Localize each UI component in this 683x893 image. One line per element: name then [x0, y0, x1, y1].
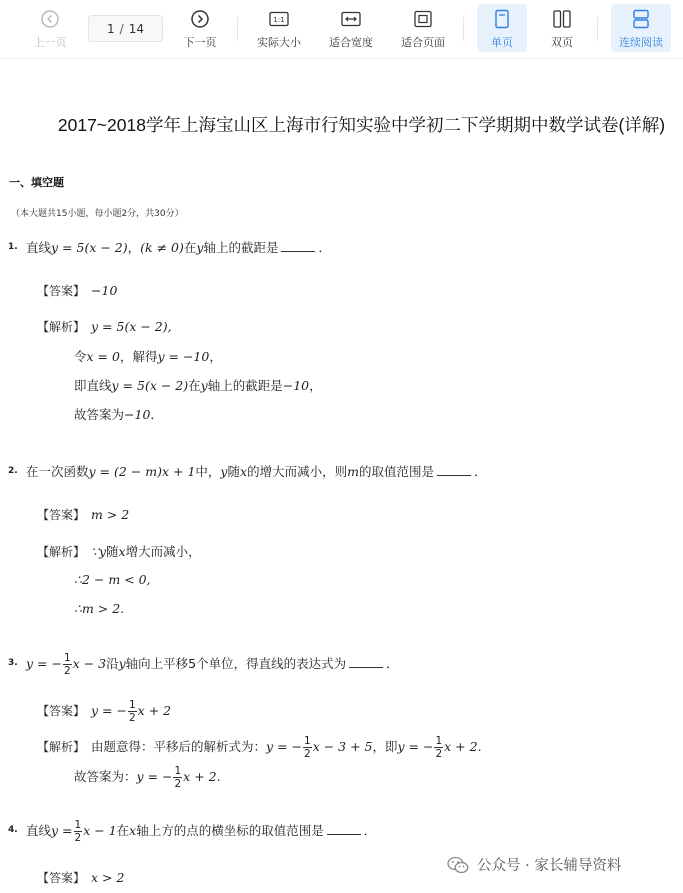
q-text: 在 — [116, 823, 130, 838]
analysis-tag: 【解析】 — [37, 545, 86, 559]
question-number: 3. — [8, 658, 18, 668]
math: y = 5(x − 2) — [51, 240, 128, 255]
analysis-line — [74, 405, 163, 423]
question-number: 1. — [8, 242, 18, 252]
analysis-line — [74, 347, 222, 365]
section-note: （本大题共15小题，每小题2分，共30分） — [11, 209, 184, 219]
a-text: ． — [150, 407, 163, 422]
answer-line — [37, 869, 124, 886]
answer-tag: 【答案】 — [37, 704, 86, 718]
analysis-line — [74, 601, 124, 616]
q-text: ． — [318, 240, 331, 255]
prev-page-label: 上一页 — [33, 36, 67, 49]
math: x = 0 — [86, 349, 120, 364]
answer-value: x > 2 — [91, 870, 125, 885]
math: y — [220, 464, 228, 479]
document-title: 2017~2018学年上海宝山区上海市行知实验中学初二下学期期中数学试卷(详解) — [57, 115, 666, 135]
math: y = − — [91, 703, 127, 718]
q-text: 沿 — [106, 656, 119, 671]
math: y = − — [266, 739, 302, 754]
math: x − 3 — [72, 656, 107, 671]
math: y = 5(x − 2) — [111, 378, 189, 393]
math: x + 2. — [444, 739, 482, 754]
a-text: ，即 — [372, 739, 398, 754]
math: y = −10 — [157, 349, 210, 364]
math: (k ≠ 0) — [140, 240, 184, 255]
math: y — [200, 378, 208, 393]
actual-size-glyph: 1:1 — [273, 16, 285, 24]
watermark-text: 公众号 · 家长辅导资料 — [477, 858, 622, 874]
question-number: 2. — [8, 466, 18, 476]
numerator: 1 — [74, 819, 82, 831]
watermark — [447, 854, 621, 875]
analysis-tag: 【解析】 — [37, 320, 86, 334]
analysis-line — [74, 765, 221, 790]
math: y = − — [26, 656, 62, 671]
math: m — [347, 464, 359, 479]
numerator: 1 — [128, 699, 136, 711]
q-text: 在 — [183, 240, 197, 255]
actual-size-icon — [269, 9, 289, 29]
a-text: 即直线 — [74, 378, 112, 393]
question-3 — [8, 652, 399, 677]
q-text: 直线 — [26, 240, 52, 255]
question-4 — [8, 819, 376, 844]
page-number-input[interactable] — [88, 15, 163, 42]
math: x − 1 — [83, 823, 117, 838]
denominator: 2 — [435, 748, 443, 760]
wechat-icon — [447, 856, 469, 874]
q-text: 中， — [195, 464, 221, 479]
math: y = — [51, 823, 73, 838]
fit-width-button[interactable] — [323, 4, 379, 52]
math: y — [118, 656, 126, 671]
math: x — [129, 823, 137, 838]
denominator: 2 — [63, 665, 71, 677]
answer-tag: 【答案】 — [37, 284, 86, 298]
page-separator: / — [119, 21, 124, 36]
toolbar-divider — [463, 17, 464, 41]
single-page-label: 单页 — [491, 36, 513, 49]
math: −10 — [282, 378, 310, 393]
analysis-line — [37, 542, 201, 560]
math: ∵y — [91, 544, 107, 559]
a-text: ， — [209, 349, 222, 364]
question-2 — [8, 462, 486, 480]
answer-line — [37, 282, 117, 299]
answer-value: m > 2 — [91, 507, 130, 522]
q-text: 的增大而减小，则 — [247, 464, 348, 479]
numerator: 1 — [435, 735, 443, 747]
double-page-button[interactable] — [537, 4, 587, 52]
answer-tag: 【答案】 — [37, 508, 86, 522]
answer-line — [37, 699, 171, 724]
answer-value: −10 — [91, 283, 118, 298]
prev-page-button[interactable] — [23, 4, 77, 52]
toolbar-divider — [237, 17, 238, 41]
q-text: 在一次函数 — [26, 464, 89, 479]
analysis-line — [37, 318, 172, 335]
q-text: 轴上方的点的横坐标的取值范围是 — [136, 823, 324, 838]
numerator: 1 — [304, 735, 311, 747]
analysis-tag: 【解析】 — [37, 740, 86, 754]
fraction — [63, 652, 72, 677]
question-1 — [8, 238, 331, 256]
actual-size-button[interactable] — [251, 4, 307, 52]
chevron-right-circle-icon — [190, 9, 210, 29]
chevron-left-circle-icon — [40, 9, 60, 29]
a-text: 在 — [188, 378, 201, 393]
a-text: 故答案为： — [74, 769, 137, 784]
q-text: 直线 — [26, 823, 52, 838]
math: −10 — [124, 407, 151, 422]
math: y = − — [397, 739, 434, 754]
next-page-label: 下一页 — [183, 36, 217, 49]
section-heading: 一、填空题 — [9, 176, 64, 189]
analysis-line — [74, 572, 151, 587]
math: ∴m > 2. — [74, 601, 125, 616]
math: x + 2 — [137, 703, 172, 718]
q-text: 随 — [227, 464, 240, 479]
analysis-line — [74, 376, 322, 394]
a-text: ， — [309, 378, 322, 393]
math: x — [118, 544, 126, 559]
fraction — [128, 699, 137, 724]
fraction — [303, 735, 312, 760]
a-text: 随 — [106, 544, 119, 559]
fraction — [173, 765, 182, 790]
answer-blank — [281, 240, 315, 252]
actual-size-label: 实际大小 — [257, 36, 301, 49]
toolbar-divider — [597, 17, 598, 41]
current-page: 1 — [107, 21, 115, 36]
a-text: 由题意得：平移后的解析式为： — [91, 739, 267, 754]
fraction — [74, 819, 83, 844]
fit-width-icon — [341, 9, 361, 29]
a-text: 轴上的截距是 — [207, 378, 283, 393]
q-text: ． — [473, 464, 487, 479]
a-text: 故答案为 — [74, 407, 125, 422]
continuous-read-icon — [631, 9, 651, 29]
denominator: 2 — [174, 778, 182, 790]
denominator: 2 — [74, 832, 82, 844]
fit-page-button[interactable] — [395, 4, 451, 52]
answer-blank — [349, 656, 383, 668]
reader-toolbar — [0, 0, 683, 59]
numerator: 1 — [63, 652, 71, 664]
a-text: 增大而减小， — [125, 544, 201, 559]
a-text: 令 — [74, 349, 87, 364]
q-text: 的取值范围是 — [358, 464, 434, 479]
continuous-read-button[interactable] — [611, 4, 671, 52]
single-page-button[interactable] — [477, 4, 527, 52]
continuous-read-label: 连续阅读 — [619, 36, 663, 49]
answer-line — [37, 506, 129, 523]
math: y — [196, 240, 204, 255]
double-page-label: 双页 — [551, 36, 573, 49]
fit-width-label: 适合宽度 — [329, 36, 373, 49]
fit-page-icon — [413, 9, 433, 29]
denominator: 2 — [128, 712, 136, 724]
math: x − 3 + 5 — [312, 739, 373, 754]
q-text: ． — [363, 823, 377, 838]
answer-blank — [327, 823, 361, 835]
double-page-icon — [552, 9, 572, 29]
math: ∴2 − m < 0, — [74, 572, 151, 587]
a-text: ，解得 — [119, 349, 158, 364]
question-number: 4. — [8, 825, 18, 835]
q-text: ． — [386, 656, 399, 671]
math: y = − — [136, 769, 173, 784]
total-pages: 14 — [128, 21, 144, 36]
math: x + 2. — [183, 769, 221, 784]
numerator: 1 — [174, 765, 182, 777]
q-text: 轴上的截距是 — [203, 240, 279, 255]
math: y = (2 − m)x + 1 — [88, 464, 196, 479]
math: x — [240, 464, 248, 479]
q-text: 轴向上平移5个单位，得直线的表达式为 — [125, 656, 347, 671]
single-page-icon — [492, 9, 512, 29]
q-text: ， — [127, 240, 141, 255]
answer-tag: 【答案】 — [37, 871, 86, 885]
next-page-button[interactable] — [173, 4, 227, 52]
math: y = 5(x − 2), — [91, 319, 172, 334]
fit-page-label: 适合页面 — [401, 36, 445, 49]
analysis-line — [37, 735, 482, 760]
answer-blank — [437, 464, 471, 476]
denominator: 2 — [304, 748, 311, 760]
fraction — [434, 735, 443, 760]
